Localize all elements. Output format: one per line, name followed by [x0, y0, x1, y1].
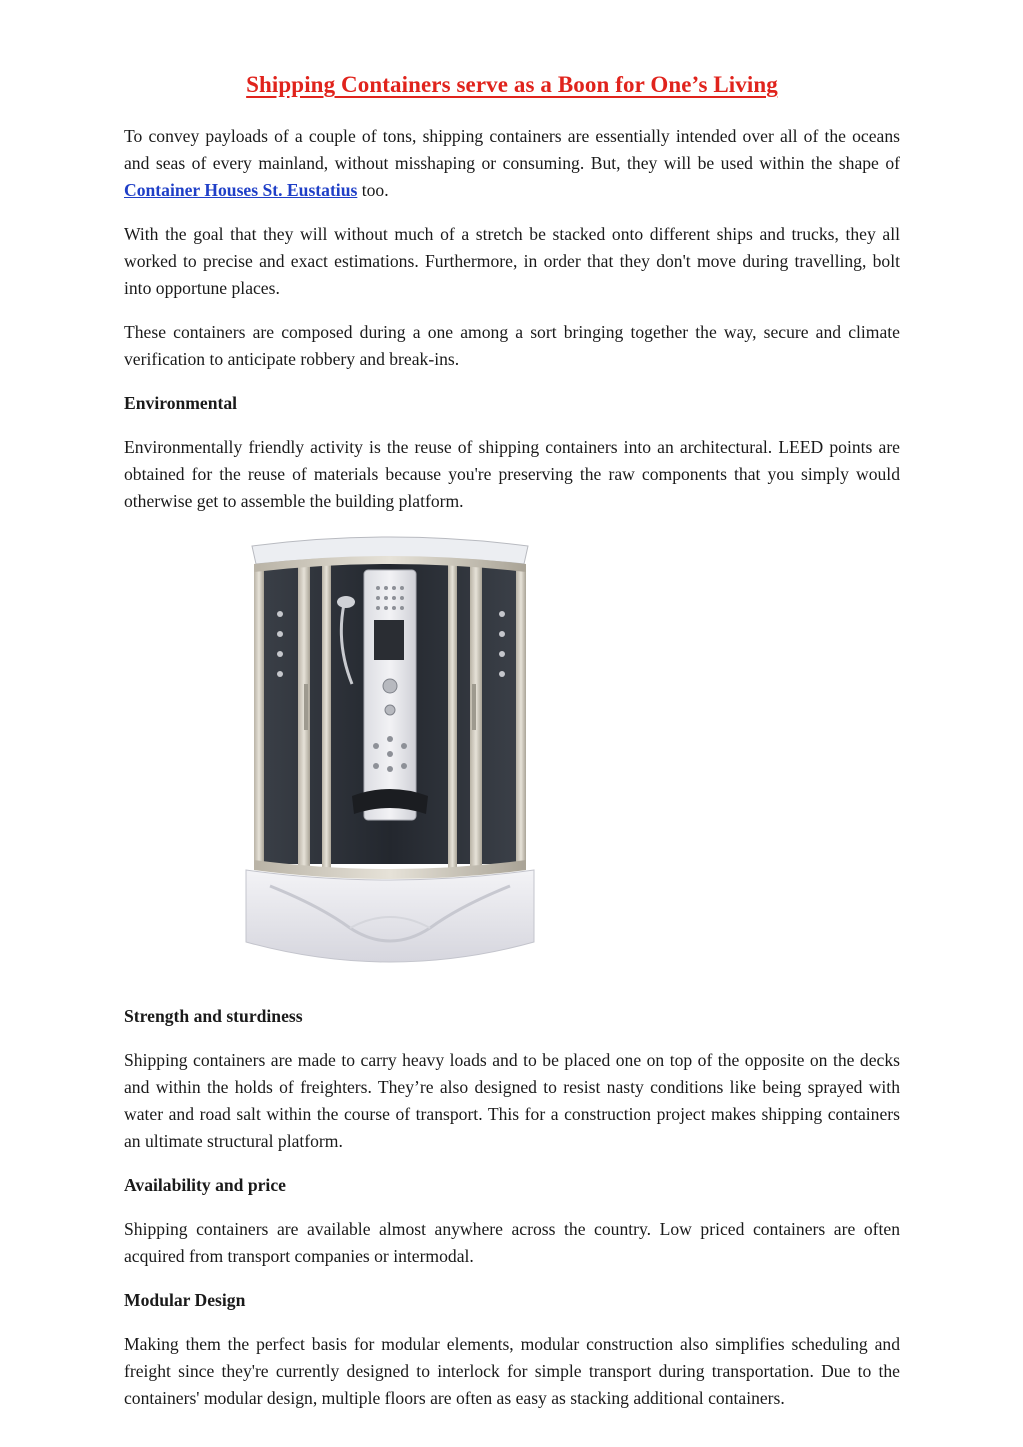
intro-text-after-link: too.: [357, 180, 389, 200]
heading-strength: Strength and sturdiness: [124, 1006, 303, 1026]
paragraph-modular: Making them the perfect basis for modular elements, modular construction also simplifies scheduling and freight since they're currently designed to interlock for simple transport during transportation. Due to the containers' modular design, multiple floors are often as easy as stacking additional containers.: [124, 1334, 900, 1408]
intro-paragraph: [124, 123, 900, 204]
shower-cabin-image: [240, 534, 540, 982]
paragraph-availability: Shipping containers are available almost anywhere across the country. Low priced containers are often acquired from transport companies or intermodal.: [124, 1219, 900, 1266]
paragraph-environmental: Environmentally friendly activity is the reuse of shipping containers into an architectural. LEED points are obtained for the reuse of materials because you're preserving the raw components that you simply would otherwise get to assemble the building platform.: [124, 437, 900, 511]
container-houses-link[interactable]: Container Houses St. Eustatius: [124, 180, 358, 200]
paragraph-security: These containers are composed during a one among a sort bringing together the way, secure and climate verification to anticipate robbery and break-ins.: [124, 322, 900, 369]
intro-text-before-link: To convey payloads of a couple of tons, shipping containers are essentially intended over all of the oceans and seas of every mainland, without misshaping or consuming. But, they will be used within the shape of: [124, 126, 900, 173]
paragraph-strength: Shipping containers are made to carry heavy loads and to be placed one on top of the opposite on the decks and within the holds of freighters. They’re also designed to resist nasty conditions like being sprayed with water and road salt within the course of transport. This for a construction project makes shipping containers an ultimate structural platform.: [124, 1050, 900, 1151]
page-title: Shipping Containers serve as a Boon for One’s Living: [246, 72, 778, 97]
heading-environmental: Environmental: [124, 393, 238, 413]
heading-modular: Modular Design: [124, 1290, 246, 1310]
heading-availability: Availability and price: [124, 1175, 286, 1195]
paragraph-stacking: With the goal that they will without much of a stretch be stacked onto different ships and trucks, they all worked to precise and exact estimations. Furthermore, in order that they don't move during travelling, bolt into opportune places.: [124, 224, 900, 298]
